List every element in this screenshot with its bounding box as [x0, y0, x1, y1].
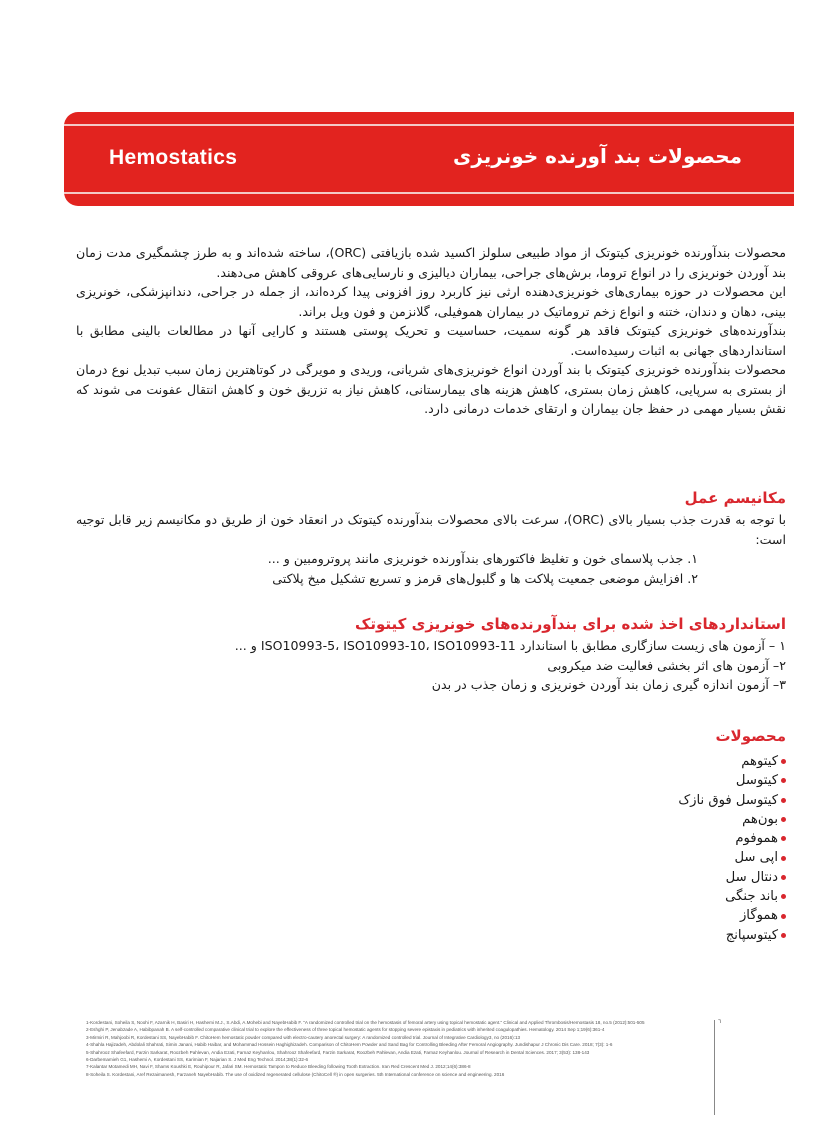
product-name: کیتوهم [741, 754, 778, 769]
page-divider [714, 1020, 715, 1115]
mechanism-section [76, 486, 786, 588]
product-name: اپی سل [734, 850, 778, 866]
reference-item: 5-Shahrooz Shafeefard, Farzin Sarkarat, Roozbeh Pahlevan, Andia Ezati, Farnaz Keyhanlou, Shahrooz Shafeefard, Farzin Sarkarat, Roozbeh Pahlevan, Andia Ezati, Farnaz Keyhanlou. Journal of Research in Dental Sciences. 2017; 3(53): 138-143 [86, 1049, 590, 1055]
mechanism-description: با توجه به قدرت جذب بسیار بالای (ORC)، سرعت بالای محصولات بندآورنده کیتوتک در انعقاد خون از طریق دو مکانیسم زیر قابل توجیه است: [76, 512, 786, 547]
product-name: کیتوسپانج [725, 927, 778, 943]
standards-title: استانداردهای اخذ شده برای بندآورنده‌های خونریزی کیتوتک [355, 615, 786, 633]
bullet-icon [781, 759, 786, 764]
title-english: Hemostatics [109, 146, 238, 169]
bullet-icon [781, 817, 786, 822]
products-list [76, 752, 786, 945]
reference-item: 8-Soheila S. Kordestani, Aref Rezaimanesh, Farzaneh NayebHabib. The use of oxidized regenerated cellulose (ChitoCell ®) in open surgeries. 5th International conference on science and engineering. 2016 [86, 1071, 505, 1077]
reference-item: 7-Kalantar Motamedi MH, Navi F, Shams Koushki E, Rouhipour R, Jafari SM. Hemostatic Tampon to Reduce Bleeding following Tooth Extraction. Iran Red Crescent Med J. 2012;14(6):386-8 [86, 1064, 471, 1070]
product-name: هموگاز [739, 908, 778, 924]
product-name: کیتوسل فوق نازک [678, 792, 778, 808]
product-item [76, 868, 786, 887]
bullet-icon [781, 875, 786, 880]
mechanism-item: ۱. جذب پلاسمای خون و تغلیظ فاکتورهای بندآورنده خونریزی مانند پروترومبین و ... [267, 551, 698, 566]
bullet-icon [781, 778, 786, 783]
mechanism-item: ۲. افزایش موضعی جمعیت پلاکت ها و گلبول‌های قرمز و تسریع تشکیل میخ پلاکتی [272, 570, 698, 586]
reference-item: 3-Mirmiri R, Mahjoobi R, Kordestani SS, NayebHabib F. ChitoHem hemostatic powder compared with electro-cautery anorectal surgery: A randomized controlled trial. Journal of Integrative Cardiology3, no (2016):13 [86, 1034, 521, 1040]
intro-paragraph: محصولات بندآورنده خونریزی کیتوتک از مواد طبیعی سلولز اکسید شده بازیافتی (ORC)، ساخته شده‌اند و به طرز چشمگیری مدت زمان بند آوردن خونریزی را در انواع تروما، برش‌های جراحی، بیماران دیالیزی و نارسایی‌های عروقی کاهش می‌دهند. [76, 245, 786, 280]
intro-paragraph: این محصولات در حوزه بیماری‌های خونریزی‌دهنده ارثی نیز کاربرد روز افزونی پیدا کرده‌اند، از جمله در جراحی، دندانپزشکی، خونریزی بینی، دهان و دندان، ختنه و انواع زخم تروماتیک در بیماران هموفیلی، گلانزمن و فون ویل براند. [76, 284, 786, 319]
intro-section [76, 243, 786, 419]
bullet-icon [781, 836, 786, 841]
standards-section [76, 612, 786, 695]
product-name: دنتال سل [725, 869, 778, 885]
bullet-icon [781, 894, 786, 899]
product-item [76, 771, 786, 790]
banner-bottom-rule [64, 192, 794, 194]
reference-item: 4-Shahla Hajizadeh, Abdolali Shahrati, Simin Janani, Habib Haibar, and Mohammad Hossein Haghighizadeh. Comparison of ChitoHem Powder and Sand Bag for Controlling Bleeding After Femoral Angiography. Jundishapur J Chronic Dis Care. 2018; 7(3): 1-6 [86, 1042, 613, 1048]
standards-item: ۲– آزمون های اثر بخشی فعالیت ضد میکروبی [547, 657, 786, 673]
product-item [76, 810, 786, 829]
products-title: محصولات [715, 727, 786, 745]
product-item [76, 848, 786, 867]
product-item [76, 791, 786, 810]
reference-item: 2-Eshghi P, Jenabzade A, Habibpanah B. A self-controlled comparative clinical trial to explore the effectiveness of three topical hemostatic agents for stopping severe epistaxis in pediatrics with inherited coagulopathies. Hematology. 2014 Sep 1;19(6):361-4 [86, 1027, 605, 1033]
reference-item: 1-Kordestani, Soheila S, Noohi F, Azarnik H, Basiri H, Hashemi M.J., S.Abdi, A.Mohebi and NayebHabib F. "A randomized controlled trial on the hemostasis of femoral artery using topical hemostatic agent." Clinical and Applied Thrombosis/Hemostasis 18, no.5 (2012):501-505 [86, 1020, 645, 1025]
bullet-icon [781, 914, 786, 919]
bullet-icon [781, 856, 786, 861]
product-item [76, 926, 786, 945]
product-name: باند جنگی [725, 889, 778, 905]
bullet-icon [781, 798, 786, 803]
intro-paragraph: محصولات بندآورنده خونریزی کیتوتک با بند آوردن انواع خونریزی‌های شریانی، وریدی و مویرگی در کوتاهترین زمان سبب تبدیل نوع درمان از بستری به سرپایی، کاهش زمان بستری، کاهش هزینه های بیمارستانی، کاهش نیاز به تزریق خون و کاهش انتقال عفونت می شوند که نقش بسیار مهمی در حفظ جان بیماران و ارتقای خدمات درمانی دارد. [76, 362, 786, 416]
intro-paragraph: بندآورنده‌های خونریزی کیتوتک فاقد هر گونه سمیت، حساسیت و تحریک پوستی هستند و کارایی آنها در مطالعات بالینی مطابق با استانداردهای جهانی به اثبات رسیده‌است. [76, 323, 786, 358]
product-name: هموفوم [735, 831, 778, 847]
title-persian: محصولات بند آورنده خونریزی [452, 144, 742, 168]
standards-item: ۱ – آزمون های زیست سازگاری مطابق با استاندارد ISO10993-5، ISO10993-10، ISO10993-11 و ... [234, 638, 786, 653]
product-item [76, 906, 786, 925]
products-section [76, 724, 786, 945]
header-banner [64, 112, 794, 206]
banner-top-rule [64, 124, 794, 126]
product-name: بون‌هم [742, 811, 778, 827]
reference-item: 6-Darbemamieh G1, Hashemi A, Kordestani SS, Karimian F, Najarian S. J Med Eng Technol. 2014;38(1):32-6 [86, 1057, 309, 1063]
product-name: کیتوسل [735, 773, 778, 789]
product-item [76, 829, 786, 848]
product-item [76, 887, 786, 906]
standards-item: ۳– آزمون اندازه گیری زمان بند آوردن خونریزی و زمان جذب در بدن [431, 677, 786, 692]
mechanism-title: مکانیسم عمل [684, 489, 786, 507]
bullet-icon [781, 933, 786, 938]
references [86, 1019, 701, 1078]
page-number: ٦ [718, 1018, 722, 1025]
product-item [76, 752, 786, 771]
